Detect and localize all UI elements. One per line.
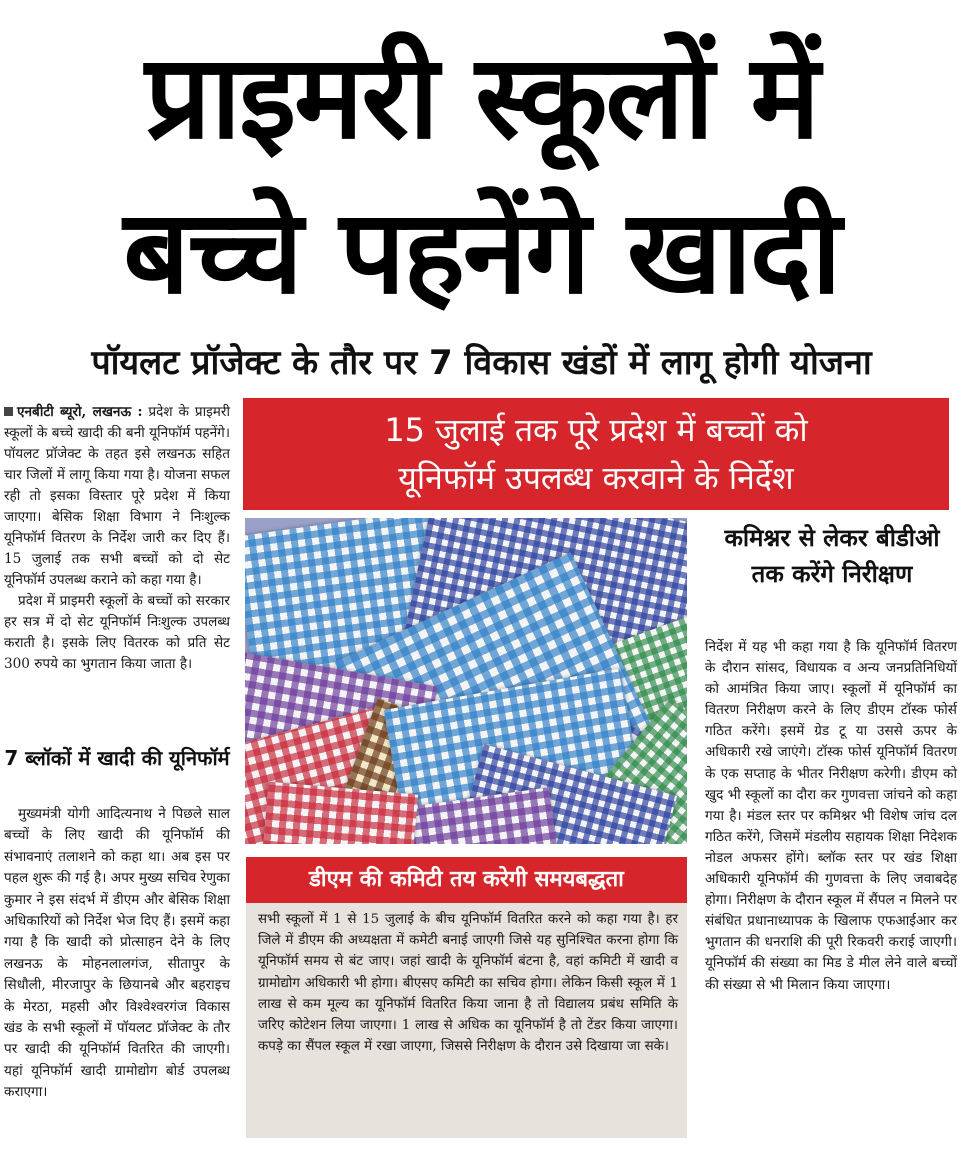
bullet-square-icon	[4, 407, 13, 416]
subheadline: पॉयलट प्रॉजेक्ट के तौर पर 7 विकास खंडों में लागू होगी योजना	[91, 343, 872, 383]
left-column-story-top	[4, 402, 230, 675]
box-title: डीएम की कमिटी तय करेगी समयबद्धता	[246, 857, 687, 903]
left-para-3: मुख्यमंत्री योगी आदित्यनाथ ने पिछले साल बच्चों के लिए खादी की यूनिफॉर्म की संभावनाएं तलाशने को कहा था। अब इस पर पहल शुरू की गई है। अपर मुख्य सचिव रेणुका कुमार ने इस संदर्भ में डीएम और बेसिक शिक्षा अधिकारियों को निर्देश भेज दिए हैं। इसमें कहा गया है कि खादी को प्रोत्साहन देने के लिए लखनऊ के मोहनलालगंज, सीतापुर के सिधौली, मीरजापुर के छियानबे और बहराइच के मेरठा, महसी और विश्वेश्वरगंज विकास खंड के सभी स्कूलों में पॉयलट प्रॉजेक्ट के तौर पर खादी की यूनिफॉर्म वितरित की जाएगी। यहां यूनिफॉर्म खादी ग्रामोद्योग बोर्ड उपलब्ध कराएगा।	[4, 806, 230, 1101]
byline: एनबीटी ब्यूरो, लखनऊ :	[17, 404, 143, 420]
right-column-story	[705, 637, 957, 996]
left-para-1-text: प्रदेश के प्राइमरी स्कूलों के बच्चे खादी की बनी यूनिफॉर्म पहनेंगे। पॉयलट प्रॉजेक्ट के तहत इसे लखनऊ सहित चार जिलों में लागू किया गया है। योजना सफल रही तो इसका विस्तार पूरे प्रदेश में किया जाएगा। बेसिक शिक्षा विभाग ने निःशुल्क यूनिफॉर्म वितरण के निर्देश जारी कर दिए हैं। 15 जुलाई तक सभी बच्चों को दो सेट यूनिफॉर्म उपलब्ध कराने को कहा गया है।	[4, 404, 230, 588]
red-banner-line-2: यूनिफॉर्म उपलब्ध करवाने के निर्देश	[398, 459, 794, 497]
left-subhead: 7 ब्लॉकों में खादी की यूनिफॉर्म	[4, 746, 230, 770]
left-para-1	[4, 402, 230, 591]
right-column-head: कमिश्नर से लेकर बीडीओ तक करेंगे निरीक्षण	[724, 524, 940, 588]
khadi-fabric-photo	[245, 518, 687, 844]
left-para-2: प्रदेश में प्राइमरी स्कूलों के बच्चों को सरकार हर सत्र में दो सेट यूनिफॉर्म निःशुल्क उपलब्ध कराती है। इसके लिए वितरक को प्रति सेट 300 रुपये का भुगतान किया जाता है।	[4, 593, 230, 672]
box-text: सभी स्कूलों में 1 से 15 जुलाई के बीच यूनिफॉर्म वितरित करने को कहा गया है। हर जिले में डीएम की अध्यक्षता में कमेटी बनाई जाएगी जिसे यह सुनिश्चित करना होगा कि यूनिफॉर्म समय से बंट जाए। जहां खादी के यूनिफॉर्म बंटना है, वहां कमिटी में खादी व ग्रामोद्योग अधिकारी भी होगा। बीएसए कमिटी का सचिव होगा। लेकिन किसी स्कूल में 1 लाख से कम मूल्य का यूनिफॉर्म वितरित किया जाना है तो विद्यालय प्रबंध समिति के जरिए कोटेशन लिया जाएगा। 1 लाख से अधिक का यूनिफॉर्म है तो टेंडर किया जाएगा। कपड़े का सैंपल स्कूल में रखा जाएगा, जिससे निरीक्षण के दौरान उसे दिखाया जा सके।	[258, 912, 678, 1055]
box-text-block	[258, 909, 678, 1057]
red-banner-line-1: 15 जुलाई तक पूरे प्रदेश में बच्चों को	[384, 411, 808, 449]
right-column-text: निर्देश में यह भी कहा गया है कि यूनिफॉर्म वितरण के दौरान सांसद, विधायक व अन्य जनप्रतिनिधियों को आमंत्रित किया जाए। स्कूलों में यूनिफॉर्म का वितरण निरीक्षण करने के लिए डीएम टॉस्क फोर्स गठित करेंगे। इसमें ग्रेड टू या उससे ऊपर के अधिकारी रखे जाएंगे। टॉस्क फोर्स यूनिफॉर्म वितरण के एक सप्ताह के भीतर निरीक्षण करेगी। डीएम को खुद भी स्कूलों का दौरा कर गुणवत्ता जांचने को कहा गया है। मंडल स्तर पर कमिश्नर भी विशेष जांच दल गठित करेंगे, जिसमें मंडलीय सहायक शिक्षा निदेशक नोडल अफसर होंगे। ब्लॉक स्तर पर खंड शिक्षा अधिकारी यूनिफॉर्म की गुणवत्ता के लिए जवाबदेह होगा। निरीक्षण के दौरान स्कूल में सैंपल न मिलने पर संबंधित प्रधानाध्यापक के खिलाफ एफआईआर कर भुगतान की धनराशि की पूरी रिकवरी कराई जाएगी। यूनिफॉर्म की संख्या का मिड डे मील लेने वाले बच्चों की संख्या से भी मिलान किया जाएगा।	[705, 639, 957, 993]
headline-line-2: बच्चे पहनेंगे खादी	[123, 185, 840, 320]
left-column-story-bottom	[4, 804, 230, 1104]
headline-line-1: प्राइमरी स्कूलों में	[145, 30, 818, 165]
red-banner	[243, 398, 949, 510]
